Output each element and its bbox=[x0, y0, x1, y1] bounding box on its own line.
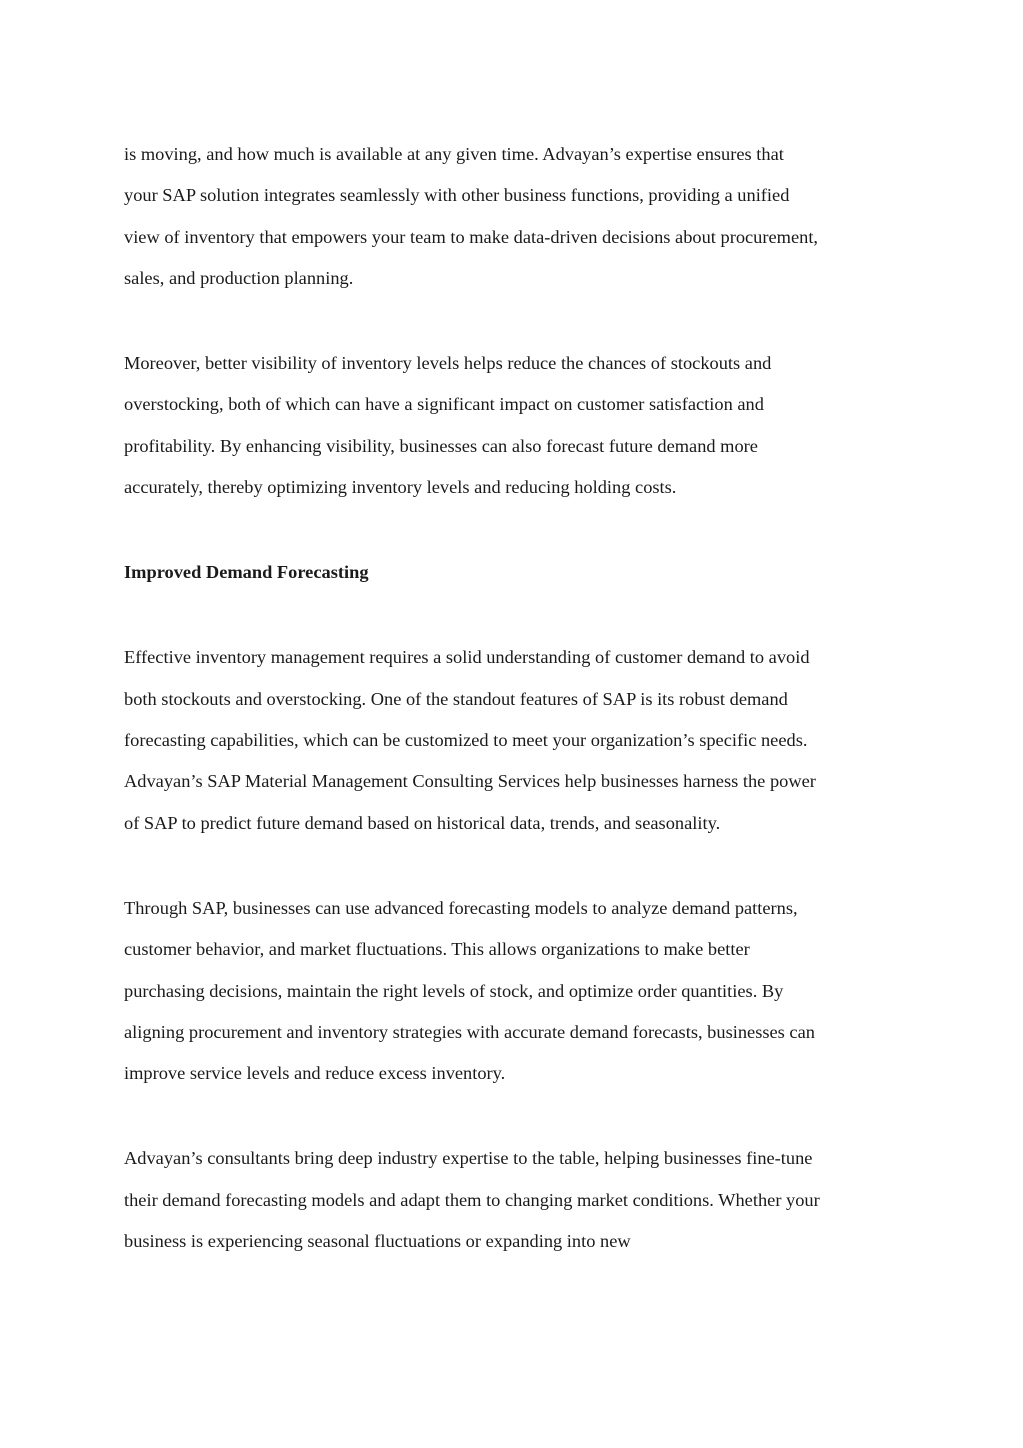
text-line: Advayan’s SAP Material Management Consulting Services help businesses harness the power bbox=[124, 771, 816, 791]
text-line: Through SAP, businesses can use advanced forecasting models to analyze demand patterns, bbox=[124, 898, 798, 918]
text-line: sales, and production planning. bbox=[124, 268, 354, 288]
text-line: of SAP to predict future demand based on historical data, trends, and seasonality. bbox=[124, 813, 721, 833]
text-line: customer behavior, and market fluctuations. This allows organizations to make better bbox=[124, 939, 750, 959]
section-heading: Improved Demand Forecasting bbox=[124, 562, 369, 582]
text-line: forecasting capabilities, which can be customized to meet your organization’s specific needs. bbox=[124, 730, 808, 750]
text-line: both stockouts and overstocking. One of the standout features of SAP is its robust demand bbox=[124, 689, 788, 709]
text-line: Moreover, better visibility of inventory levels helps reduce the chances of stockouts and bbox=[124, 353, 772, 373]
text-line: business is experiencing seasonal fluctuations or expanding into new bbox=[124, 1231, 631, 1251]
text-line: is moving, and how much is available at any given time. Advayan’s expertise ensures that bbox=[124, 144, 784, 164]
text-line: view of inventory that empowers your team to make data-driven decisions about procurement, bbox=[124, 227, 819, 247]
text-line: profitability. By enhancing visibility, businesses can also forecast future demand more bbox=[124, 436, 758, 456]
text-line: Advayan’s consultants bring deep industry expertise to the table, helping businesses fine-tune bbox=[124, 1148, 813, 1168]
text-line: their demand forecasting models and adapt them to changing market conditions. Whether your bbox=[124, 1190, 820, 1210]
text-line: accurately, thereby optimizing inventory levels and reducing holding costs. bbox=[124, 477, 677, 497]
text-line: aligning procurement and inventory strategies with accurate demand forecasts, businesses can bbox=[124, 1022, 815, 1042]
text-line: Effective inventory management requires a solid understanding of customer demand to avoid bbox=[124, 647, 810, 667]
text-line: improve service levels and reduce excess inventory. bbox=[124, 1063, 506, 1083]
text-line: purchasing decisions, maintain the right levels of stock, and optimize order quantities. By bbox=[124, 981, 784, 1001]
text-line: your SAP solution integrates seamlessly with other business functions, providing a unified bbox=[124, 185, 790, 205]
text-line: overstocking, both of which can have a significant impact on customer satisfaction and bbox=[124, 394, 764, 414]
